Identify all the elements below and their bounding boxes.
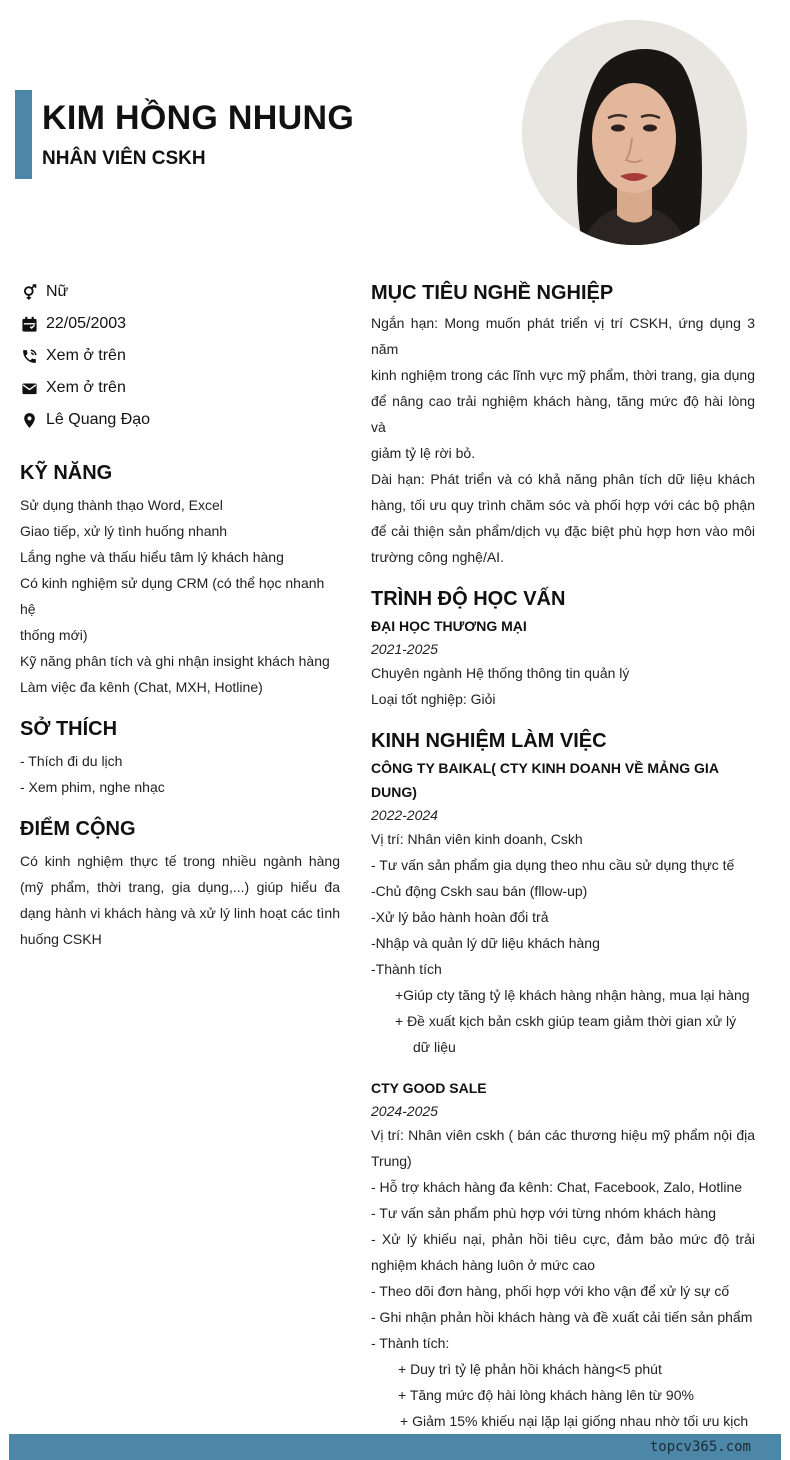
objective-line: giảm tỷ lệ rời bỏ. [371, 445, 476, 461]
objective-line: Ngắn hạn: Mong muốn phát triển vị trí CSKH, ứng dụng 3 năm [371, 315, 755, 357]
job-entry [371, 756, 755, 1060]
job-line: - Ghi nhận phản hồi khách hàng và đề xuất cải tiến sản phẩm [371, 1309, 753, 1325]
job-line: Trung) [371, 1153, 412, 1169]
school-name: ĐẠI HỌC THƯƠNG MẠI [371, 618, 527, 634]
gender-icon [20, 283, 38, 301]
job-title: NHÂN VIÊN CSKH [42, 148, 206, 169]
job-line: + Duy trì tỷ lệ phản hồi khách hàng<5 phút [398, 1361, 662, 1377]
name-accent-bar [15, 90, 32, 179]
skill-item: Lắng nghe và thấu hiểu tâm lý khách hàng [20, 549, 284, 565]
job-line: nghiệm khách hàng luôn ở mức cao [371, 1257, 596, 1273]
hobby-item: - Xem phim, nghe nhạc [20, 779, 165, 795]
plus-line: (mỹ phẩm, thời trang, gia dụng,...) giúp hiểu đa [20, 879, 340, 895]
job-line: - Theo dõi đơn hàng, phối hợp với kho vận để xử lý sự cố [371, 1283, 730, 1299]
hobbies-section [20, 716, 340, 800]
job-line: - Thành tích: [371, 1335, 450, 1351]
birthday-text: 22/05/2003 [46, 315, 127, 332]
email-text: Xem ở trên [46, 379, 126, 396]
address-text: Lê Quang Đạo [46, 411, 151, 428]
person-photo-icon [522, 20, 747, 245]
job-line: -Thành tích [371, 961, 442, 977]
job-line: - Tư vấn sản phẩm phù hợp với từng nhóm khách hàng [371, 1205, 717, 1221]
footer-website: topcv365.com [649, 1439, 751, 1455]
contact-phone [20, 340, 340, 372]
contact-address [20, 404, 340, 436]
phone-icon [20, 347, 38, 365]
objective-line: Dài hạn: Phát triển và có khả năng phân tích dữ liệu khách [371, 471, 755, 487]
plus-section [20, 816, 340, 952]
job-line: - Tư vấn sản phẩm gia dụng theo nhu cầu sử dụng thực tế [371, 857, 735, 873]
location-icon [20, 411, 38, 429]
objective-line: để nâng cao trải nghiệm khách hàng, tăng mức độ hài lòng và [371, 393, 755, 435]
objective-title: MỤC TIÊU NGHỀ NGHIỆP [371, 282, 614, 304]
job-line: +Giúp cty tăng tỷ lệ khách hàng nhận hàng, mua lại hàng [395, 987, 750, 1003]
objective-line: để cải thiện sản phẩm/dịch vụ đặc biệt phù hợp hơn vào môi [371, 523, 755, 539]
skill-item: Có kinh nghiệm sử dụng CRM (có thể học nhanh hệ [20, 575, 325, 617]
skills-section [20, 460, 340, 700]
job-line: dữ liệu [413, 1039, 456, 1055]
calendar-icon [20, 315, 38, 333]
email-icon [20, 379, 38, 397]
job-line: + Đề xuất kịch bản cskh giúp team giảm thời gian xử lý [395, 1013, 737, 1029]
contact-gender [20, 276, 340, 308]
phone-text: Xem ở trên [46, 347, 126, 364]
right-column [371, 280, 755, 1460]
education-grade: Loại tốt nghiệp: Giỏi [371, 691, 496, 707]
contact-email [20, 372, 340, 404]
job-line: -Nhập và quản lý dữ liệu khách hàng [371, 935, 600, 951]
gender-text: Nữ [46, 283, 69, 300]
job-entry [371, 1076, 755, 1460]
job-period: 2022-2024 [371, 807, 438, 823]
objective-section [371, 280, 755, 570]
objective-line: trường công nghệ/AI. [371, 549, 504, 565]
contact-birthday [20, 308, 340, 340]
objective-line: kinh nghiệm trong các lĩnh vực mỹ phẩm, thời trang, gia dụng [371, 367, 755, 383]
candidate-name: KIM HỒNG NHUNG [42, 99, 355, 137]
objective-line: hàng, tối ưu quy trình chăm sóc và phối hợp với các bộ phận [371, 497, 755, 513]
skill-item: thống mới) [20, 627, 88, 643]
skills-title: KỸ NĂNG [20, 462, 113, 484]
hobbies-title: SỞ THÍCH [20, 718, 118, 740]
job-line: -Chủ động Cskh sau bán (fllow-up) [371, 883, 588, 899]
job-line: -Xử lý bảo hành hoàn đổi trả [371, 909, 549, 925]
job-line: + Tăng mức độ hài lòng khách hàng lên từ 90% [398, 1387, 694, 1403]
footer-bar [9, 1434, 781, 1460]
job-line: - Hỗ trợ khách hàng đa kênh: Chat, Facebook, Zalo, Hotline [371, 1179, 743, 1195]
education-title: TRÌNH ĐỘ HỌC VẤN [371, 588, 566, 610]
experience-title: KINH NGHIỆM LÀM VIỆC [371, 730, 607, 752]
left-column [20, 276, 340, 952]
profile-photo [522, 20, 747, 245]
plus-line: Có kinh nghiệm thực tế trong nhiều ngành hàng [20, 853, 340, 869]
job-line: - Xử lý khiếu nại, phản hồi tiêu cực, đảm bảo mức độ trải [371, 1231, 755, 1247]
job-line: Vị trí: Nhân viên kinh doanh, Cskh [371, 831, 583, 847]
education-major: Chuyên ngành Hệ thống thông tin quản lý [371, 665, 630, 681]
plus-line: dạng hành vi khách hàng và xử lý linh hoạt các tình [20, 905, 340, 921]
skill-item: Làm việc đa kênh (Chat, MXH, Hotline) [20, 679, 263, 695]
plus-line: huống CSKH [20, 931, 102, 947]
education-period: 2021-2025 [371, 641, 438, 657]
experience-section [371, 728, 755, 1460]
education-section [371, 586, 755, 712]
hobby-item: - Thích đi du lịch [20, 753, 123, 769]
company-name: CÔNG TY BAIKAL( CTY KINH DOANH VỀ MẢNG GIA DUNG) [371, 760, 719, 800]
skill-item: Kỹ năng phân tích và ghi nhận insight khách hàng [20, 653, 330, 669]
skill-item: Giao tiếp, xử lý tình huống nhanh [20, 523, 228, 539]
company-name: CTY GOOD SALE [371, 1080, 487, 1096]
job-period: 2024-2025 [371, 1103, 438, 1119]
job-line: + Giảm 15% khiếu nại lặp lại giống nhau nhờ tối ưu kịch [400, 1413, 749, 1429]
plus-title: ĐIỂM CỘNG [20, 818, 136, 840]
skill-item: Sử dụng thành thạo Word, Excel [20, 497, 223, 513]
job-line: Vị trí: Nhân viên cskh ( bán các thương hiệu mỹ phẩm nội địa [371, 1127, 755, 1143]
